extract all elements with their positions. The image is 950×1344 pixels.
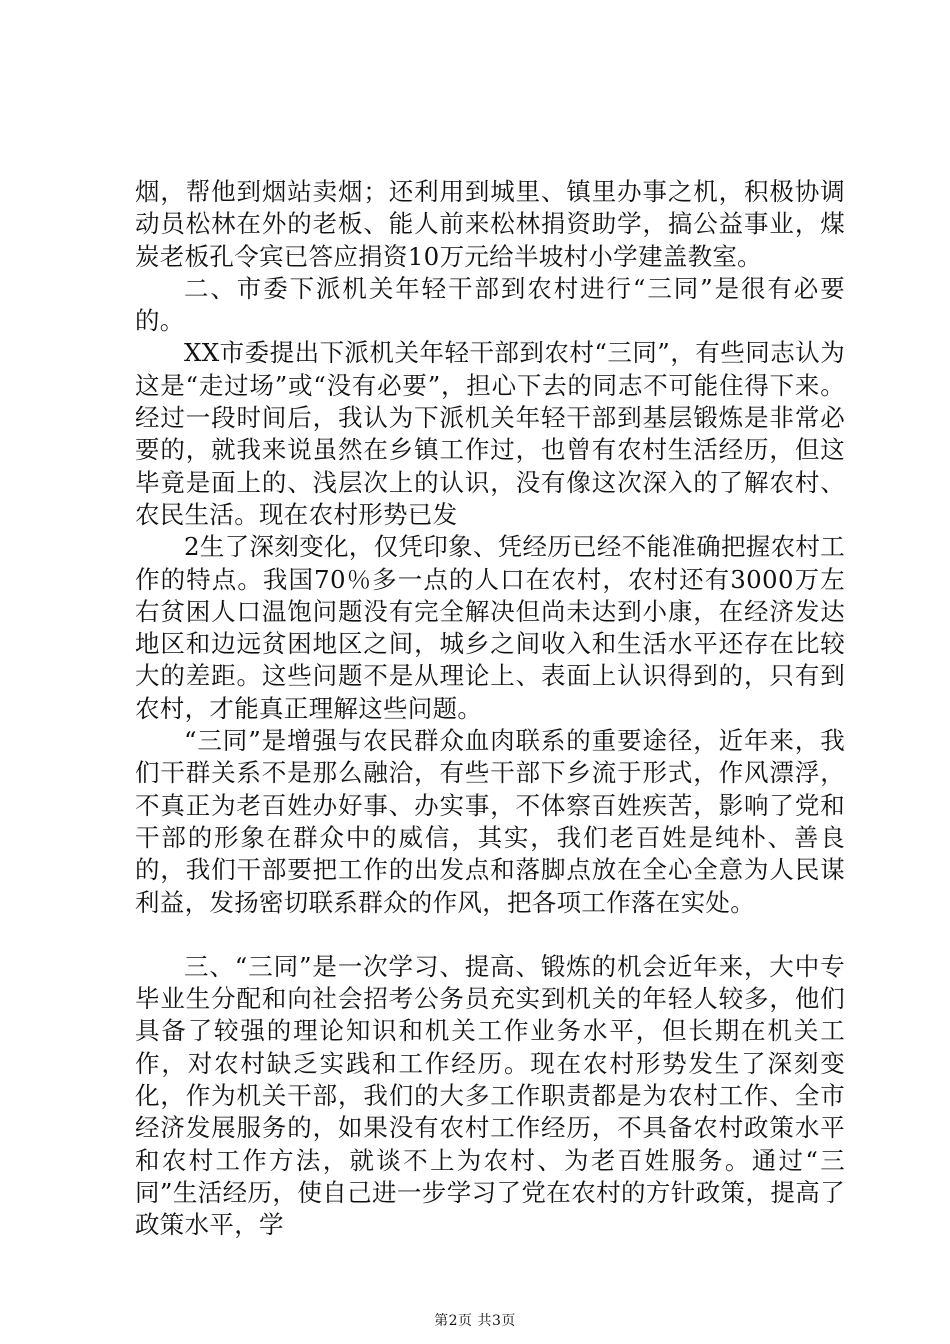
section-heading-2: 二、市委下派机关年轻干部到农村进行“三同”是很有必要的。 — [135, 273, 845, 336]
paragraph-5: “三同”是增强与农民群众血肉联系的重要途径，近年来，我们干群关系不是那么融洽，有些干部下乡流于形式，作风漂浮，不真正为老百姓办好事、办实事，不体察百姓疾苦，影响了党和干部的形象在群众中的威信，其实，我们老百姓是纯朴、善良的，我们干部要把工作的出发点和落脚点放在全心全意为人民谋利益，发扬密切联系群众的作风，把各项工作落在实处。 — [135, 726, 845, 917]
page-number-footer: 第2页 共3页 — [434, 1313, 516, 1329]
section-heading-3: 三、“三同”是一次学习、提高、锻炼的机会近年来，大中专毕业生分配和向社会招考公务员充实到机关的年轻人较多，他们具备了较强的理论知识和机关工作业务水平，但长期在机关工作，对农村缺乏实践和工作经历。现在农村形势发生了深刻变化，作为机关干部，我们的大多工作职责都是为农村工作、全市经济发展服务的，如果没有农村工作经历，不具备农村政策水平和农村工作方法，就谈不上为农村、为老百姓服务。通过“三同”生活经历，使自己进一步学习了党在农村的方针政策，提高了政策水平，学 — [135, 951, 845, 1240]
paragraph-4: 2生了深刻变化，仅凭印象、凭经历已经不能准确把握农村工作的特点。我国70％多一点的人口在农村，农村还有3000万左右贫困人口温饱问题没有完全解决但尚未达到小康，在经济发达地区和边远贫困地区之间，城乡之间收入和生活水平还存在比较大的差距。这些问题不是从理论上、表面上认识得到的，只有到农村，才能真正理解这些问题。 — [135, 532, 845, 723]
document-body — [135, 176, 845, 1242]
paragraph-1: 烟，帮他到烟站卖烟；还利用到城里、镇里办事之机，积极协调动员松林在外的老板、能人前来松林捐资助学，搞公益事业，煤炭老板孔令宾已答应捐资10万元给半坡村小学建盖教室。 — [135, 177, 845, 271]
paragraph-spacer — [135, 919, 845, 951]
paragraph-3: XX市委提出下派机关年轻干部到农村“三同”，有些同志认为这是“走过场”或“没有必要”，担心下去的同志不可能住得下来。经过一段时间后，我认为下派机关年轻干部到基层锻炼是非常必要的，就我来说虽然在乡镇工作过，也曾有农村生活经历，但这毕竟是面上的、浅层次上的认识，没有像这次深入的了解农村、农民生活。现在农村形势已发 — [135, 338, 845, 529]
